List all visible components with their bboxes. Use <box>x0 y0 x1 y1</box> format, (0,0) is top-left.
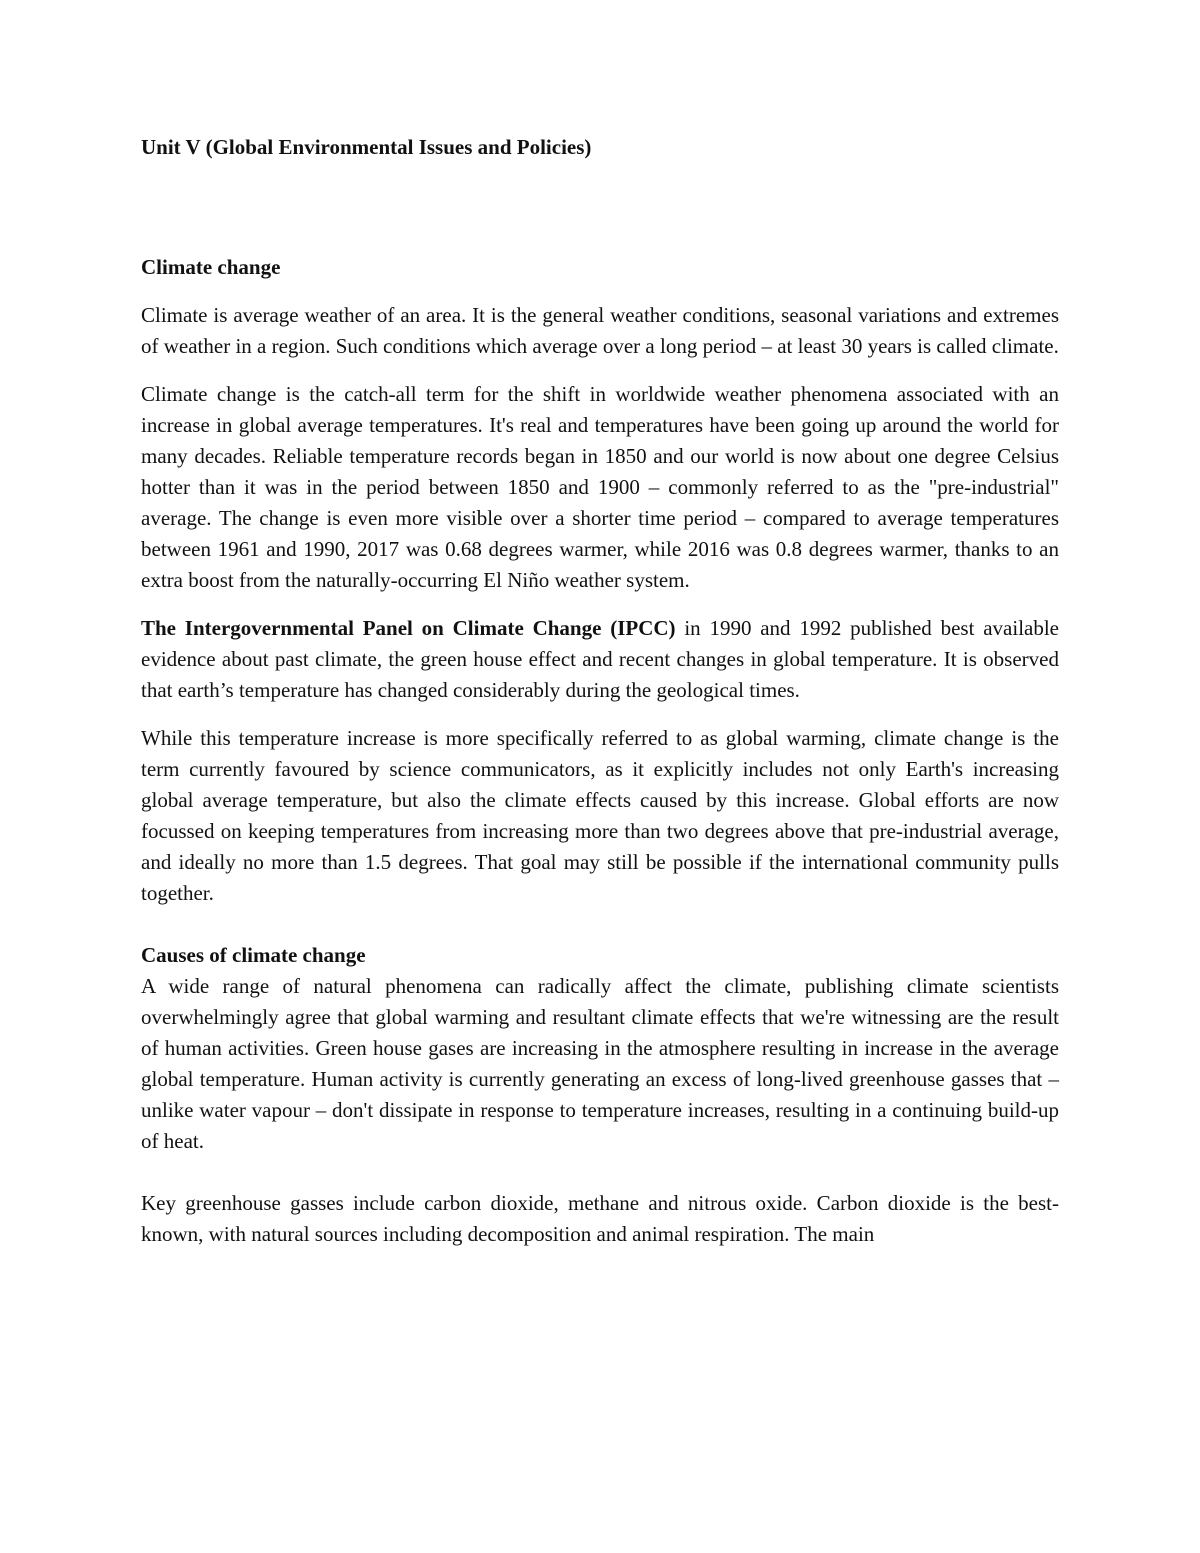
paragraph-climate-definition: Climate is average weather of an area. It is the general weather conditions, seasonal variations and extremes of weather in a region. Such conditions which average over a long period – at least 30 years is called climate. <box>141 303 1059 358</box>
section-heading-causes: Causes of climate change <box>141 943 366 967</box>
unit-title: Unit V (Global Environmental Issues and Policies) <box>141 135 592 159</box>
paragraph-ipcc <box>141 613 1059 706</box>
ipcc-rest-text: in 1990 and 1992 published best available evidence about past climate, the green house effect and recent changes in global temperature. It is observed that earth’s temperature has changed considerably during the geological times. <box>141 616 1059 702</box>
document-content <box>141 132 1059 1267</box>
ipcc-bold-text: The Intergovernmental Panel on Climate Change (IPCC) <box>141 616 676 640</box>
paragraph-global-warming: While this temperature increase is more specifically referred to as global warming, climate change is the term currently favoured by science communicators, as it explicitly includes not only Earth's increasing global average temperature, but also the climate effects caused by this increase. Global efforts are now focussed on keeping temperatures from increasing more than two degrees above that pre-industrial average, and ideally no more than 1.5 degrees. That goal may still be possible if the international community pulls together. <box>141 726 1059 905</box>
paragraph-causes-human-activity: A wide range of natural phenomena can radically affect the climate, publishing climate scientists overwhelmingly agree that global warming and resultant climate effects that we're witnessing are the result of human activities. Green house gases are increasing in the atmosphere resulting in increase in the average global temperature. Human activity is currently generating an excess of long-lived greenhouse gasses that – unlike water vapour – don't dissipate in response to temperature increases, resulting in a continuing build-up of heat. <box>141 974 1059 1153</box>
paragraph-greenhouse-gasses: Key greenhouse gasses include carbon dioxide, methane and nitrous oxide. Carbon dioxide is the best-known, with natural sources including decomposition and animal respiration. The main <box>141 1191 1059 1246</box>
section-heading-climate-change: Climate change <box>141 255 281 279</box>
paragraph-climate-change-overview: Climate change is the catch-all term for the shift in worldwide weather phenomena associated with an increase in global average temperatures. It's real and temperatures have been going up around the world for many decades. Reliable temperature records began in 1850 and our world is now about one degree Celsius hotter than it was in the period between 1850 and 1900 – commonly referred to as the "pre-industrial" average. The change is even more visible over a shorter time period – compared to average temperatures between 1961 and 1990, 2017 was 0.68 degrees warmer, while 2016 was 0.8 degrees warmer, thanks to an extra boost from the naturally-occurring El Niño weather system. <box>141 382 1059 592</box>
